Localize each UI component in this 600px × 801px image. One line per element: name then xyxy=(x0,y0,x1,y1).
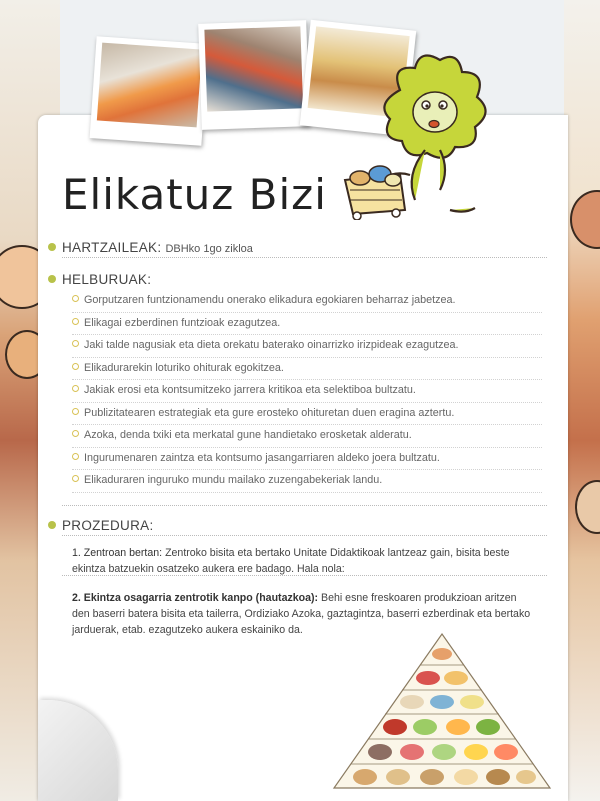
list-item: Gorputzaren funtzionamendu onerako elikadura egokiaren beharraz jabetzea. xyxy=(72,290,542,313)
bullet-icon xyxy=(48,243,56,251)
hartzaileak-value: DBHko 1go zikloa xyxy=(165,243,253,255)
bullet-icon xyxy=(72,295,79,302)
bullet-icon xyxy=(72,475,79,482)
list-item: Elikaduraren inguruko mundu mailako zuzengabekeriak landu. xyxy=(72,470,542,493)
list-item: Azoka, denda txiki eta merkatal gune handietako erosketak alderatu. xyxy=(72,425,542,448)
prozedura-label: PROZEDURA: xyxy=(62,518,154,533)
bullet-icon xyxy=(72,453,79,460)
bullet-icon xyxy=(72,385,79,392)
divider xyxy=(62,505,547,506)
bullet-icon xyxy=(72,363,79,370)
list-item: Jakiak erosi eta kontsumitzeko jarrera kritikoa eta selektiboa bultzatu. xyxy=(72,380,542,403)
photo-1 xyxy=(90,36,209,146)
helburuak-list xyxy=(72,290,542,493)
bullet-icon xyxy=(72,340,79,347)
photo-2 xyxy=(198,20,310,130)
hartzaileak-section xyxy=(48,240,253,255)
mascot-illustration xyxy=(330,50,510,220)
background-food-illustration-right xyxy=(564,0,600,801)
bullet-icon xyxy=(72,318,79,325)
bullet-icon xyxy=(72,408,79,415)
bullet-icon xyxy=(72,430,79,437)
bullet-icon xyxy=(48,521,56,529)
list-item: Publizitatearen estrategiak eta gure erosteko ohituretan duen eragina aztertu. xyxy=(72,403,542,426)
paragraph-lead: 2. Ekintza osagarria zentrotik kanpo (hautazkoa): xyxy=(72,592,319,604)
food-pyramid-illustration xyxy=(330,632,555,792)
helburuak-label: HELBURUAK: xyxy=(62,272,152,287)
divider xyxy=(62,257,547,258)
hartzaileak-label: HARTZAILEAK: xyxy=(62,240,162,255)
list-item: Elikagai ezberdinen funtzioak ezagutzea. xyxy=(72,313,542,336)
prozedura-paragraph-2 xyxy=(72,590,534,638)
paragraph-text: Behi esne freskoaren produkzioan aritzen den baserri batera bisita eta tailerra, Ordiziako Azoka, gaztagintza, baserri ezberdinak eta bertako jarduerak, etab. ezagutzeko aukera eskainiko da. xyxy=(72,592,531,636)
divider xyxy=(62,575,547,576)
paragraph-text: Zentroko bisita eta bertako Unitate Didaktikoak lantzeaz gain, bisita beste ekintza batzuekin osatzeko aukera ere badago. Hala nola: xyxy=(72,547,510,575)
prozedura-paragraph-1 xyxy=(72,545,534,577)
divider xyxy=(62,535,547,536)
paragraph-lead: 1. Zentroan bertan: xyxy=(72,547,163,559)
prozedura-section xyxy=(48,518,154,533)
page-title: Elikatuz Bizi xyxy=(62,170,327,219)
list-item: Jaki talde nagusiak eta dieta orekatu baterako oinarrizko irizpideak ezagutzea. xyxy=(72,335,542,358)
list-item: Elikadurarekin loturiko ohiturak egokitzea. xyxy=(72,358,542,381)
bullet-icon xyxy=(48,275,56,283)
list-item: Ingurumenaren zaintza eta kontsumo jasangarriaren aldeko joera bultzatu. xyxy=(72,448,542,471)
helburuak-section xyxy=(48,272,151,287)
